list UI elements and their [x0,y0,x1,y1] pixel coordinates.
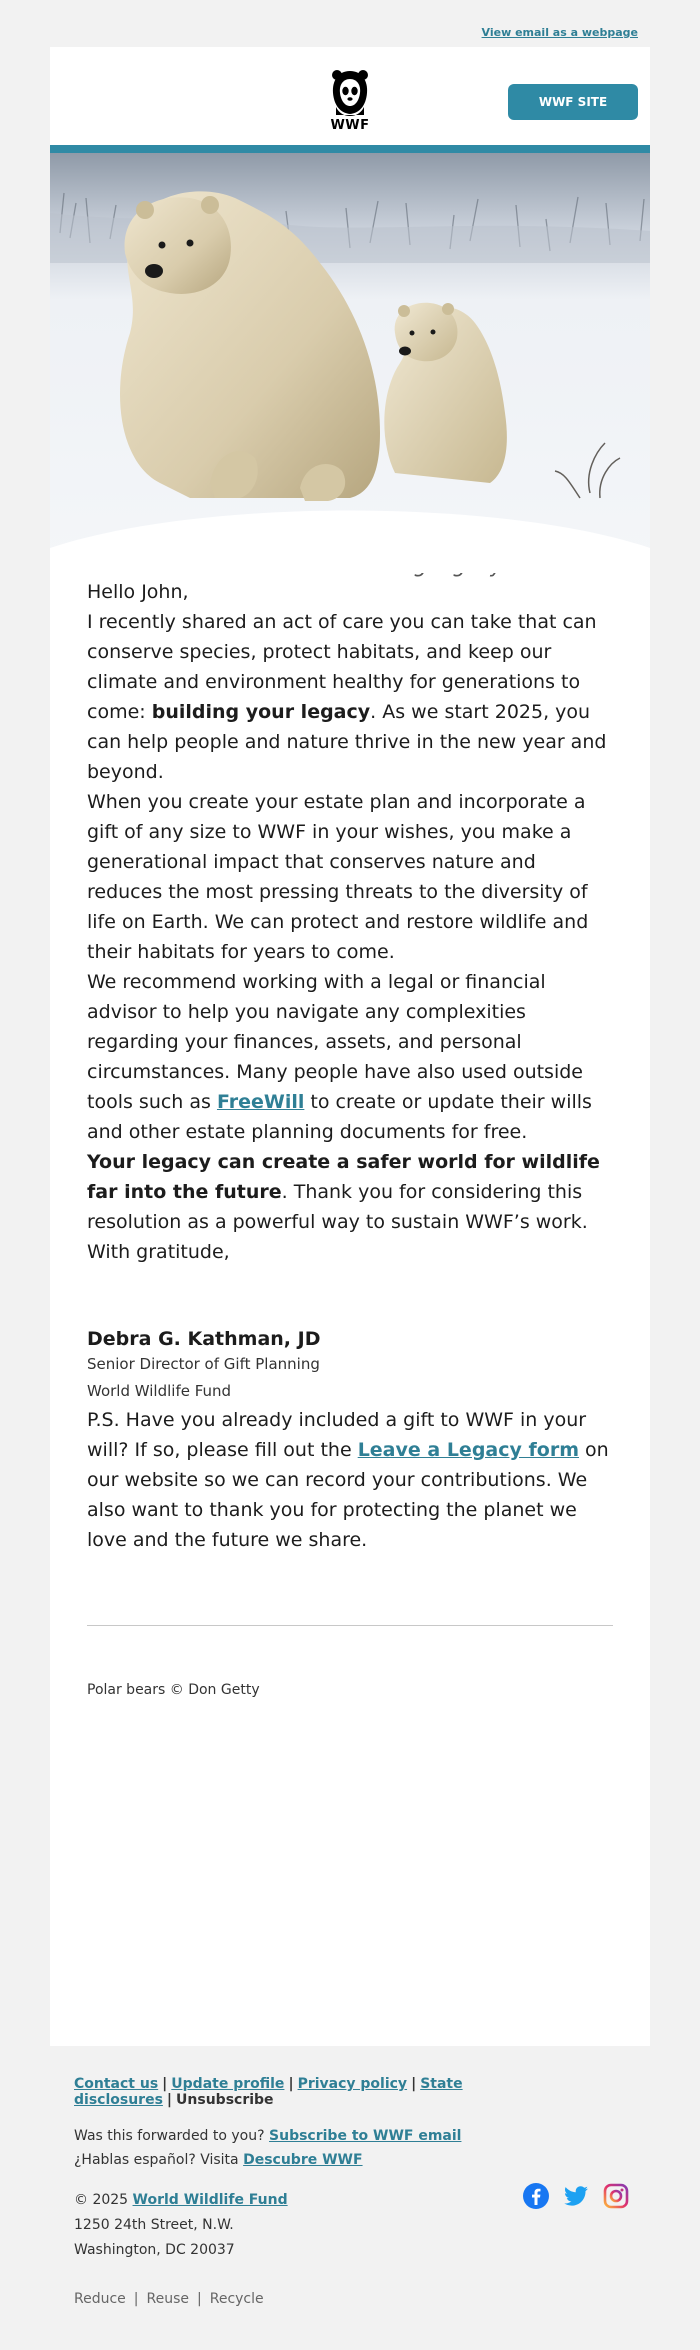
paragraph-4-bold: Your legacy can create a safer world for wildlife far into the future [87,1151,600,1203]
privacy-policy-link[interactable]: Privacy policy [297,2076,408,2092]
logo-text: WWF [330,118,370,133]
copyright-prefix: © 2025 [74,2192,133,2208]
hero-image [50,153,650,573]
update-profile-link[interactable]: Update profile [171,2076,285,2092]
wwf-logo[interactable] [323,67,377,135]
signer-name: Debra G. Kathman, JD [87,1328,321,1350]
instagram-icon[interactable] [602,2182,630,2210]
paragraph-2: When you create your estate plan and incorporate a gift of any size to WWF in your wishes, you make a generational impact that conserves nature and reduces the most pressing threats to the diversity of life on Earth. We can protect and restore wildlife and their habitats for years to come. [87,791,589,963]
view-webpage-link[interactable]: View email as a webpage [481,26,638,39]
forwarded-line [74,2124,634,2148]
unsubscribe-link[interactable]: Unsubscribe [176,2092,274,2108]
freewill-link[interactable]: FreeWill [216,1091,305,1113]
footer-separator: | [162,2076,168,2092]
wwf-site-button[interactable]: WWF SITE [508,84,638,120]
subscribe-link[interactable]: Subscribe to WWF email [269,2128,462,2144]
paragraph-4-end: . Thank you for considering this resolution as a powerful way to sustain WWF’s work. [87,1181,588,1233]
signer-title: Senior Director of Gift Planning [87,1355,320,1373]
footer-separator: | [288,2076,294,2092]
topbar [482,26,638,39]
recycle-text: Recycle [209,2291,264,2307]
world-wildlife-fund-link[interactable]: World Wildlife Fund [132,2192,288,2208]
paragraph-1 [87,607,613,787]
reduce-reuse-recycle [74,2291,634,2307]
reduce-separator: | [133,2291,139,2307]
paragraph-3 [87,967,613,1147]
postscript-start: P.S. Have you already included a gift to WWF in your will? If so, please fill out the [87,1409,587,1461]
leave-legacy-form-link[interactable]: Leave a Legacy form [357,1439,579,1461]
paragraph-1-start: I recently shared an act of care you can take that can conserve species, protect habitats, and keep our climate and environment healthy for generations to come: [87,611,597,723]
footer-separator: | [411,2076,417,2092]
panda-logo-icon [328,67,372,117]
postscript-end: on our website so we can record your contributions. We also want to thank you for protecting the planet we love and the future we share. [87,1439,609,1551]
forwarded-text: Was this forwarded to you? [74,2128,270,2144]
paragraph-1-bold: building your legacy [151,701,371,723]
email-card [50,47,650,2046]
paragraph-3-end: to create or update their wills and other estate planning documents for free. [87,1091,592,1143]
forward-block [74,2124,634,2172]
greeting: Hello John, [87,581,189,603]
spanish-text: ¿Hablas español? Visita [74,2152,244,2168]
sign-off: With gratitude, [87,1241,230,1263]
contact-us-link[interactable]: Contact us [74,2076,159,2092]
paragraph-3-start: We recommend working with a legal or financial advisor to help you navigate any complexities regarding your finances, assets, and personal circumstances. Many people have also used outside tools such as [87,971,583,1113]
reuse-text: Reuse [146,2291,190,2307]
spanish-line [74,2148,634,2172]
signature-block [87,1327,613,1405]
letter-body [50,577,650,1555]
polar-bears-image [50,153,650,573]
footer-separator: | [166,2092,173,2108]
social-icons [522,2182,630,2210]
reduce-text: Reduce [74,2291,126,2307]
footer-links [74,2076,634,2108]
twitter-icon[interactable] [562,2182,590,2210]
state-disclosures-link[interactable]: State disclosures [74,2076,463,2108]
address-line-2: Washington, DC 20037 [74,2242,235,2258]
email-header [50,47,650,153]
paragraph-1-end: . As we start 2025, you can help people and nature thrive in the new year and beyond. [87,701,607,783]
divider [87,1625,613,1626]
signer-org: World Wildlife Fund [87,1382,232,1400]
postscript [87,1405,613,1555]
facebook-icon[interactable] [522,2182,550,2210]
photo-credit: Polar bears © Don Getty [87,1682,260,1698]
address-line-1: 1250 24th Street, N.W. [74,2217,234,2233]
descubre-wwf-link[interactable]: Descubre WWF [243,2152,363,2168]
reduce-separator: | [197,2291,202,2307]
paragraph-4 [87,1147,613,1237]
email-footer [74,2076,634,2307]
